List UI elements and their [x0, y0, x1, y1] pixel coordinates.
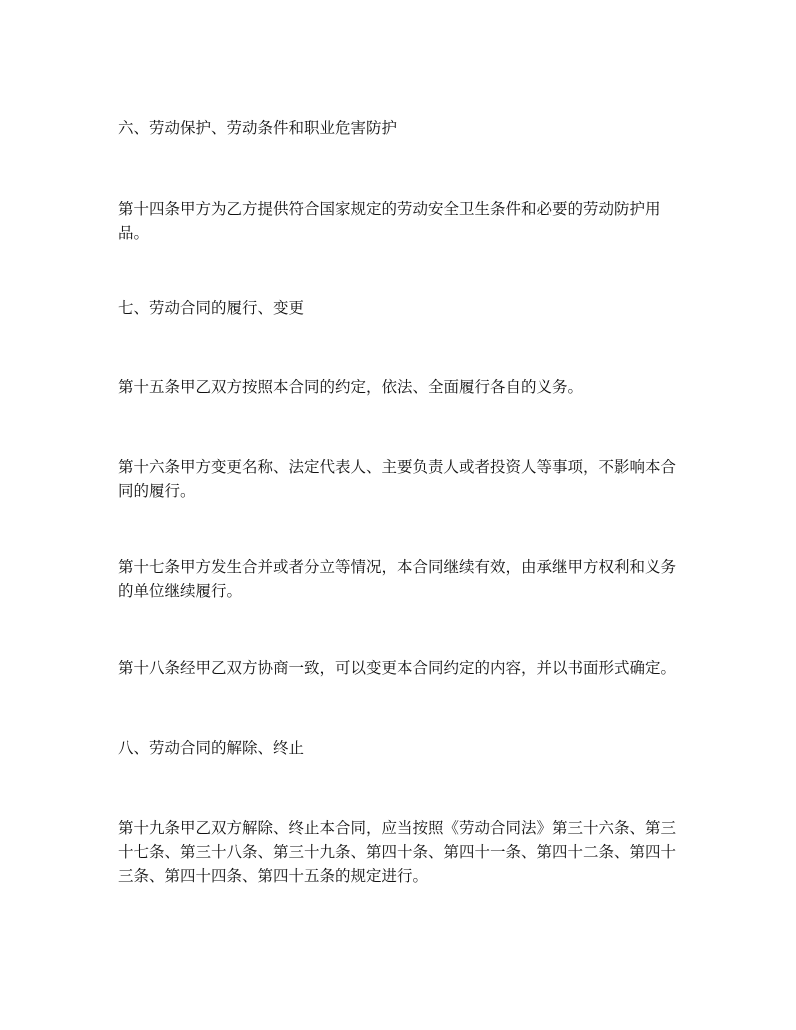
article-16: 第十六条甲方变更名称、法定代表人、主要负责人或者投资人等事项，不影响本合同的履行。 [118, 458, 677, 500]
article-19: 第十九条甲乙双方解除、终止本合同，应当按照《劳动合同法》第三十六条、第三十七条、第三十八条、第三十九条、第四十条、第四十一条、第四十二条、第四十三条、第四十四条、第四十五条的规定进行。 [118, 819, 677, 885]
section-heading-6: 六、劳动保护、劳动条件和职业危害防护 [118, 119, 398, 137]
article-17: 第十七条甲方发生合并或者分立等情况，本合同继续有效，由承继甲方权利和义务的单位继续履行。 [118, 558, 677, 600]
section-heading-8: 八、劳动合同的解除、终止 [118, 739, 305, 757]
section-heading-7: 七、劳动合同的履行、变更 [118, 299, 305, 317]
article-15: 第十五条甲乙双方按照本合同的约定，依法、全面履行各自的义务。 [118, 378, 584, 396]
article-18: 第十八条经甲乙双方协商一致，可以变更本合同约定的内容，并以书面形式确定。 [118, 659, 677, 677]
article-14: 第十四条甲方为乙方提供符合国家规定的劳动安全卫生条件和必要的劳动防护用品。 [118, 200, 661, 242]
